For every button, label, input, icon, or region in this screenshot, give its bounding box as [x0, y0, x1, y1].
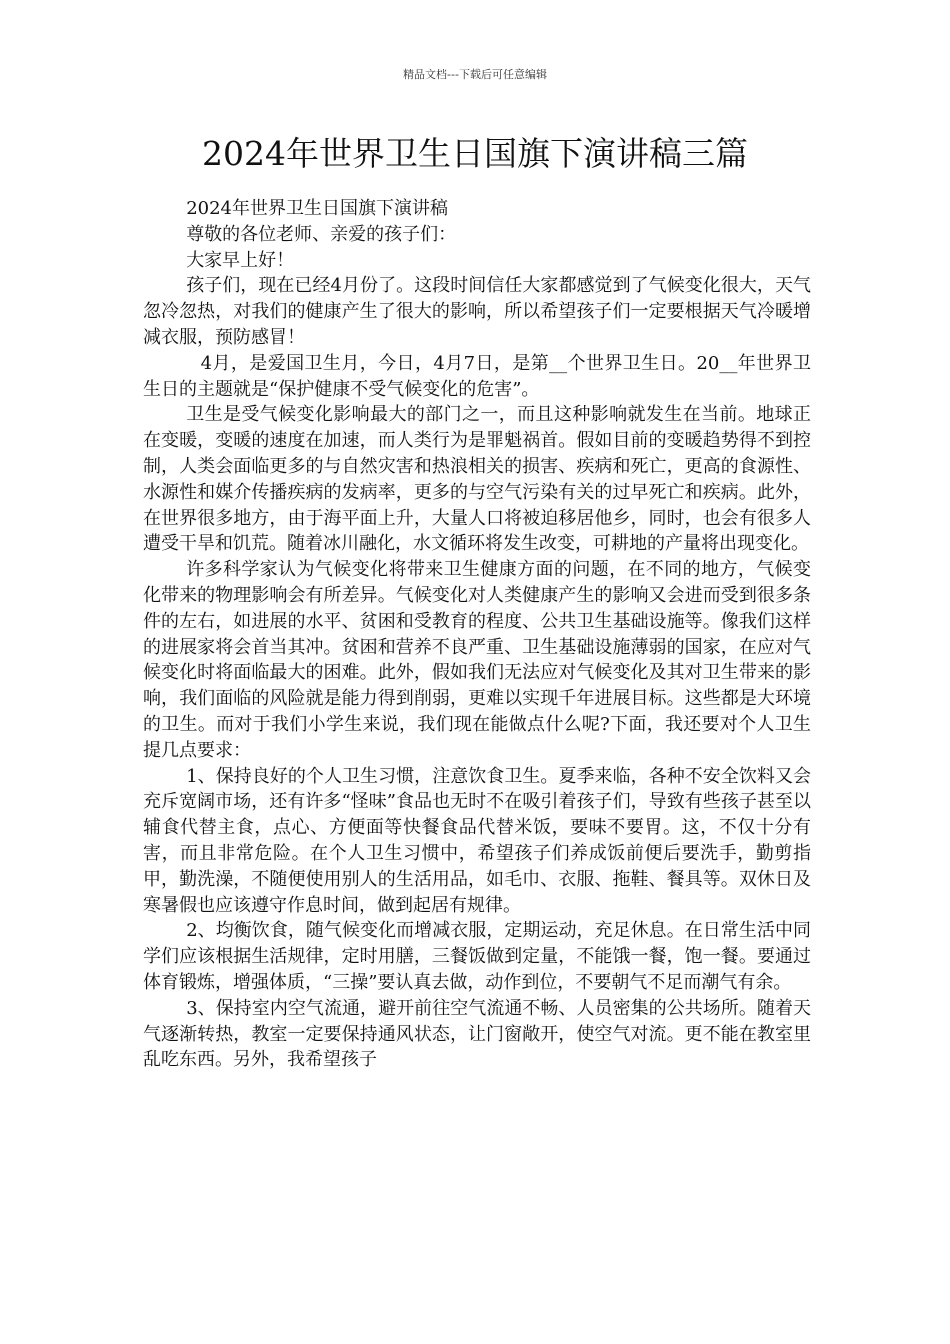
paragraph: 2、均衡饮食，随气候变化而增减衣服，定期运动，充足休息。在日常生活中同学们应该根据生活规律，定时用膳，三餐饭做到定量，不能饿一餐，饱一餐。要通过体育锻炼，增强体质，“三操”要认真去做，动作到位，不要朝气不足而潮气有余。: [143, 920, 811, 993]
paragraph: 大家早上好！: [186, 249, 295, 271]
paragraph: 3、保持室内空气流通，避开前往空气流通不畅、人员密集的公共场所。随着天气逐渐转热，教室一定要保持通风状态，让门窗敞开，使空气对流。更不能在教室里乱吃东西。另外，我希望孩子: [143, 997, 811, 1071]
header-note: 精品文档---下载后可任意编辑: [403, 68, 547, 81]
paragraph: 2024年世界卫生日国旗下演讲稿: [186, 198, 448, 219]
document-body: [143, 196, 811, 1073]
paragraph: 许多科学家认为气候变化将带来卫生健康方面的问题，在不同的地方，气候变化带来的物理影响会有所差异。气候变化对人类健康产生的影响又会进而受到很多条件的左右，如进展的水平、贫困和受教育的程度、公共卫生基础设施等。像我们这样的进展家将会首当其冲。贫困和营养不良严重、卫生基础设施薄弱的国家，在应对气候变化时将面临最大的困难。此外，假如我们无法应对气候变化及其对卫生带来的影响，我们面临的风险就是能力得到削弱，更难以实现千年进展目标。这些都是大环境的卫生。而对于我们小学生来说，我们现在能做点什么呢?下面，我还要对个人卫生提几点要求：: [143, 559, 811, 761]
paragraph: 孩子们，现在已经4月份了。这段时间信任大家都感觉到了气候变化很大，天气忽冷忽热，对我们的健康产生了很大的影响，所以希望孩子们一定要根据天气冷暖增减衣服，预防感冒！: [143, 275, 811, 348]
document-title: 2024年世界卫生日国旗下演讲稿三篇: [202, 134, 748, 173]
paragraph: 卫生是受气候变化影响最大的部门之一，而且这种影响就发生在当前。地球正在变暖，变暖的速度在加速，而人类行为是罪魁祸首。假如目前的变暖趋势得不到控制，人类会面临更多的与自然灾害和热浪相关的损害、疾病和死亡，更高的食源性、水源性和媒介传播疾病的发病率，更多的与空气污染有关的过早死亡和疾病。此外，在世界很多地方，由于海平面上升，大量人口将被迫移居他乡，同时，也会有很多人遭受干旱和饥荒。随着冰川融化，水文循环将发生改变，可耕地的产量将出现变化。: [143, 404, 811, 555]
paragraph: 尊敬的各位老师、亲爱的孩子们：: [186, 223, 457, 245]
paragraph: 1、保持良好的个人卫生习惯，注意饮食卫生。夏季来临，各种不安全饮料又会充斥宽阔市场，还有许多“怪味”食品也无时不在吸引着孩子们，导致有些孩子甚至以辅食代替主食，点心、方便面等快餐食品代替米饭，要味不要胃。这，不仅十分有害，而且非常危险。在个人卫生习惯中，希望孩子们养成饭前便后要洗手，勤剪指甲，勤洗澡，不随便使用别人的生活用品，如毛巾、衣服、拖鞋、餐具等。双休日及寒暑假也应该遵守作息时间，做到起居有规律。: [143, 765, 811, 916]
paragraph: 4月，是爱国卫生月，今日，4月7日，是第__个世界卫生日。20__年世界卫生日的主题就是“保护健康不受气候变化的危害”。: [143, 352, 811, 400]
